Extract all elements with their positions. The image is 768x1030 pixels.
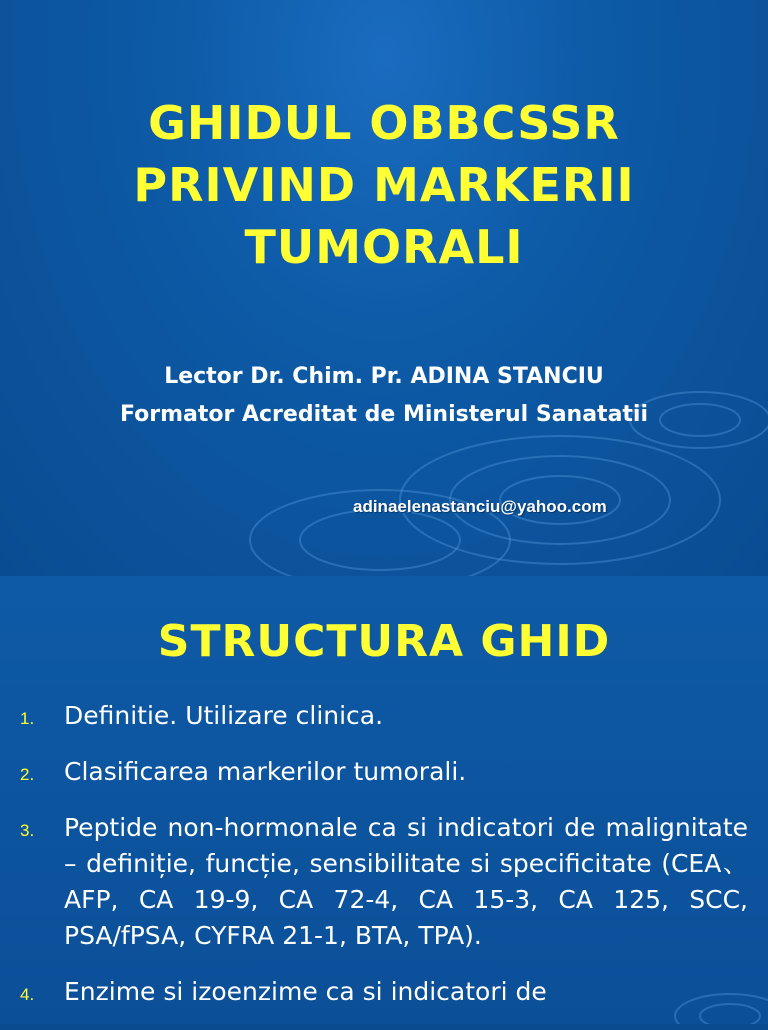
- presentation-title: [0, 92, 768, 278]
- list-item: [20, 810, 748, 954]
- list-number: 2.: [20, 765, 35, 784]
- title-line-3: TUMORALI: [244, 220, 524, 274]
- list-text: Clasificarea markerilor tumorali.: [64, 757, 467, 786]
- list-number: 1.: [20, 709, 35, 728]
- slide-heading: STRUCTURA GHID: [157, 616, 611, 667]
- structure-list: [20, 698, 748, 1030]
- author-email[interactable]: adinaelenastanciu@yahoo.com: [353, 497, 607, 516]
- author-credential: Formator Acreditat de Ministerul Sanatatii: [119, 402, 649, 427]
- title-line-1: GHIDUL OBBCSSR: [148, 96, 620, 150]
- list-text: Definitie. Utilizare clinica.: [64, 701, 384, 730]
- list-item: [20, 974, 748, 1010]
- author-name: Lector Dr. Chim. Pr. ADINA STANCIU: [164, 364, 604, 389]
- list-text: Enzime si izoenzime ca si indicatori de: [64, 977, 547, 1006]
- list-number: 4.: [20, 985, 35, 1004]
- list-number: 3.: [20, 821, 35, 840]
- list-item: [20, 754, 748, 790]
- list-item: [20, 698, 748, 734]
- title-line-2: PRIVIND MARKERII: [133, 158, 635, 212]
- author-block: [0, 358, 768, 434]
- list-text: Peptide non-hormonale ca si indicatori de malignitate – definiție, funcție, sensibilitate si specificitate (CEA、AFP, CA 19-9, CA 72-4, CA 15-3, CA 125, SCC, PSA/fPSA, CYFRA 21-1, BTA, TPA).: [64, 813, 748, 950]
